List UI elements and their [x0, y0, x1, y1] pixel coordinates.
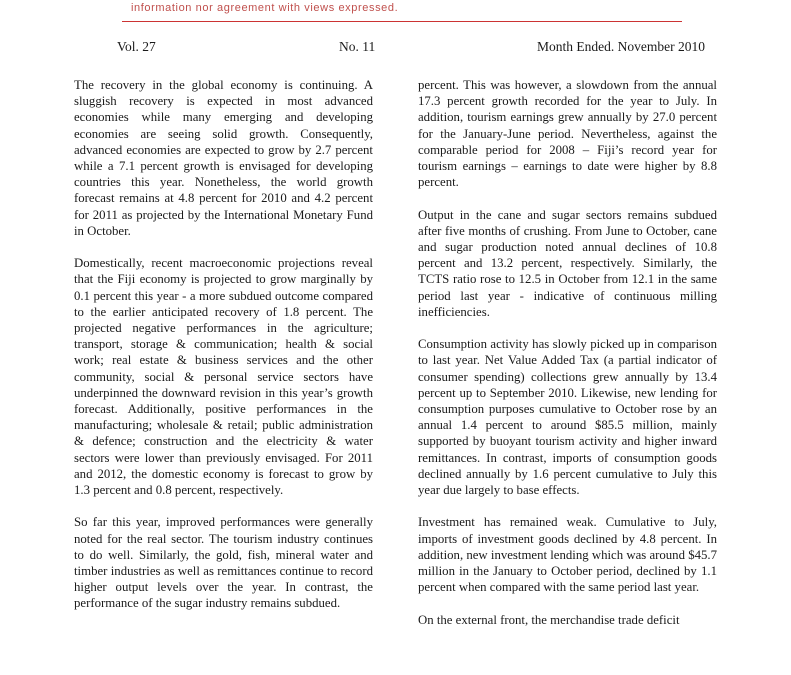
issue-number: No. 11 — [339, 39, 376, 54]
paragraph: Consumption activity has slowly picked up in comparison to last year. Net Value Added Tax (a partial indicator of consumer spending) collections grew annually by 13.4 percent up to September 2010. Likewise, new lending for consumption purposes cumulative to October rose by an annual 1.4 percent to around $85.5 million, mainly supported by buoyant tourism activity and higher inward remittances. In contrast, imports of consumption goods declined annually by 1.6 percent cumulative to July this year due largely to base effects. — [418, 337, 717, 498]
paragraph: On the external front, the merchandise trade deficit — [418, 612, 680, 627]
volume-label: Vol. 27 — [117, 39, 156, 54]
paragraph: So far this year, improved performances were generally noted for the real sector. The tourism industry continues to do well. Similarly, the gold, fish, mineral water and timber industries as well as remittances continue to record higher output levels over the year. In contrast, the performance of the sugar industry remains subdued. — [74, 515, 373, 611]
paragraph: Output in the cane and sugar sectors remains subdued after five months of crushing. From June to October, cane and sugar production noted annual declines of 10.8 percent and 13.2 percent, respectively. Similarly, the TCTS ratio rose to 12.5 in October from 12.1 in the same period last year - indicative of continuous milling inefficiencies. — [418, 207, 717, 319]
disclaimer-text: information nor agreement with views expressed. — [131, 2, 399, 14]
paragraph: The recovery in the global economy is continuing. A sluggish recovery is expected in most advanced economies while many emerging and developing economies are seeing solid growth. Consequently, advanced economies are expected to grow by 2.7 percent while a 7.1 percent growth is envisaged for developing countries this year. Nonetheless, the world growth forecast remains at 4.8 percent for 2010 and 4.2 percent for 2011 as projected by the International Monetary Fund in October. — [74, 78, 373, 238]
right-column — [418, 77, 717, 644]
left-column — [74, 77, 373, 628]
period-label: Month Ended. November 2010 — [537, 39, 705, 54]
paragraph: Investment has remained weak. Cumulative to July, imports of investment goods declined by 4.8 percent. In addition, new investment lending which was around $45.7 million in the January to October period, declined by 1.1 percent when compared with the same period last year. — [418, 515, 717, 595]
paragraph: percent. This was however, a slowdown from the annual 17.3 percent growth recorded for the year to July. In addition, tourism earnings grew annually by 27.0 percent for the January-June period. Nevertheless, against the comparable period for 2008 – Fiji’s record year for tourism earnings – earnings to date were higher by 8.8 percent. — [418, 78, 717, 190]
header-rule — [122, 21, 682, 22]
paragraph: Domestically, recent macroeconomic projections reveal that the Fiji economy is projected to grow marginally by 0.1 percent this year - a more subdued outcome compared to the earlier anticipated recovery of 1.8 percent. The projected negative performances in the agriculture; transport, storage & communication; health & social work; real estate & business services and the other community, social & personal service sectors have underpinned the downward revision in this year’s growth forecast. Additionally, positive performances in the manufacturing; wholesale & retail; public administration & defence; construction and the electricity & water sectors were lower than previously envisaged. For 2011 and 2012, the domestic economy is forecast to grow by 1.3 percent and 0.8 percent, respectively. — [74, 256, 373, 498]
